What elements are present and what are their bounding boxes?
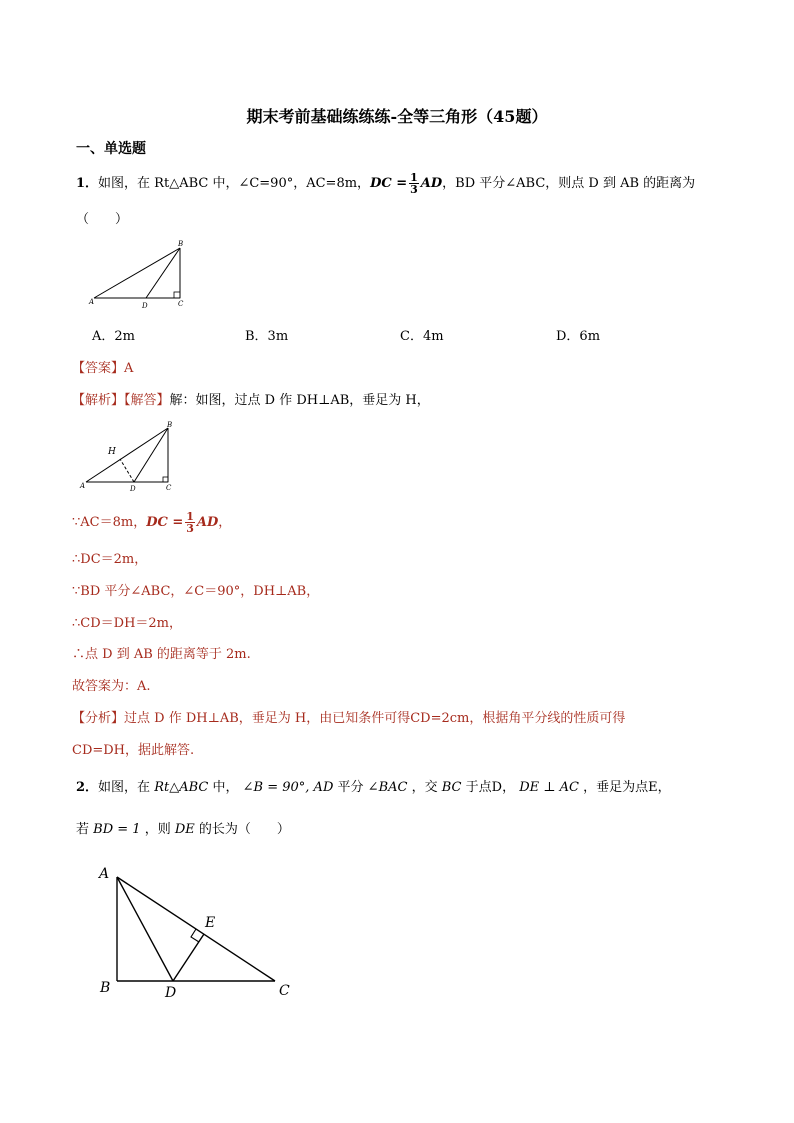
q1-analysis [72, 389, 430, 408]
fig1-label-c: C [178, 300, 184, 308]
q1-solution-figure [78, 418, 188, 492]
step-1-fraction: $\frac{1}{3}$ [186, 510, 194, 535]
q1-answer [72, 357, 133, 376]
q1-option-a: A．2m [92, 329, 135, 344]
fenxi-tag: 【分析】 [72, 711, 125, 726]
q1-number: 1． [76, 176, 99, 191]
q1-stem-a: 如图，在 Rt△ABC 中，∠C=90°，AC=8m， [98, 176, 371, 191]
section-heading: 一、单选题 [76, 141, 146, 157]
q1-figure [86, 238, 196, 310]
fig3-label-e: E [205, 915, 216, 931]
q2-number: 2． [76, 780, 99, 795]
fig2-label-b: B [167, 421, 173, 429]
q1-eq-rhs: AD [420, 176, 443, 191]
step-3: ∵BD 平分∠ABC，∠C＝90°，DH⊥AB， [72, 584, 320, 599]
answer-tag: 【答案】 [72, 361, 125, 376]
step-6: 故答案为：A. [72, 679, 151, 694]
step-5: ∴点 D 到 AB 的距离等于 2m. [72, 647, 251, 662]
q1-fenxi: 【分析】过点 D 作 DH⊥AB，垂足为 H，由已知条件可得CD=2cm，根据角平分线的性质可得 [72, 711, 626, 726]
fig2-label-d: D [130, 485, 136, 493]
step-4: ∴CD＝DH＝2m， [72, 616, 182, 631]
page-title: 期末考前基础练练练-全等三角形（45题） [246, 107, 548, 126]
q2-stem-line1: 2．如图，在 Rt△ABC 中， ∠B = 90°, AD 平分 ∠BAC ，交 BC 于点D， DE ⊥ AC ，垂足为点E， [76, 780, 671, 795]
q1-paren: （ ） [76, 212, 129, 227]
fig1-label-d: D [142, 302, 148, 310]
fig2-label-a: A [80, 482, 86, 490]
fig1-label-a: A [89, 298, 95, 306]
q1-option-b: B．3m [245, 329, 289, 344]
q2-stem-line2: 若 BD = 1 ，则 DE 的长为（ ） [76, 822, 290, 837]
q2-figure [95, 860, 305, 1005]
answer-value: A [124, 361, 134, 376]
fig1-label-b: B [178, 240, 184, 248]
q1-fenxi-cont: CD=DH，据此解答. [72, 743, 195, 758]
fig3-label-a: A [99, 866, 110, 882]
step-1: ∵AC＝8m，DC = $\frac{1}{3}$ AD， [72, 510, 232, 535]
q1-eq-fraction: $\frac{1}{3}$ [410, 171, 418, 196]
fig2-label-c: C [166, 484, 172, 492]
q1-stem [76, 172, 695, 195]
fig3-label-b: B [100, 980, 111, 996]
q1-option-c: C．4m [400, 329, 444, 344]
step-2: ∴DC＝2m， [72, 552, 148, 567]
q1-stem-b: ，BD 平分∠ABC，则点 D 到 AB 的距离为 [442, 176, 696, 191]
q1-option-d: D．6m [556, 329, 601, 344]
analysis-text: 解：如图，过点 D 作 DH⊥AB，垂足为 H， [169, 393, 430, 408]
fig3-label-c: C [279, 983, 290, 999]
fig3-label-d: D [165, 985, 177, 1001]
q1-eq-lhs: DC = [370, 176, 408, 191]
analysis-tag: 【解析】【解答】 [72, 393, 170, 408]
fig2-label-h: H [108, 447, 116, 457]
